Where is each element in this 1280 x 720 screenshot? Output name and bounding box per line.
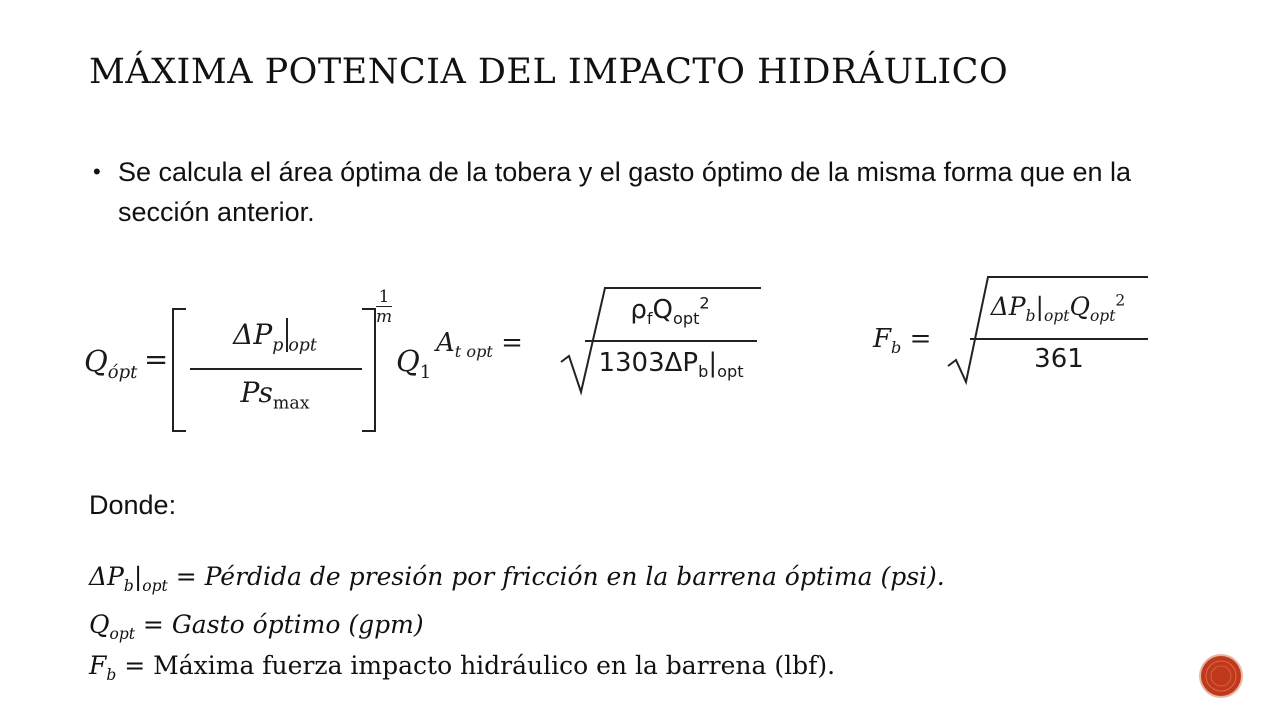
formula1-rhs: $Q_1$	[396, 344, 432, 383]
formula3-numerator: $\Delta P_b|_{opt}Q_{opt}^2$	[990, 291, 1126, 325]
slide-title: MÁXIMA POTENCIA DEL IMPACTO HIDRÁULICO	[89, 52, 1009, 92]
formula2-numerator: $\rho_fQ_{opt}^2$	[630, 293, 710, 329]
formula1-denominator: $Ps_{max}$	[240, 376, 310, 414]
definition-fb: $F_b$ = Máxima fuerza impacto hidráulico en la barrena (lbf).	[89, 651, 836, 684]
formula2-fraction-bar	[585, 340, 757, 342]
formula-fuerza-impacto	[868, 274, 1168, 399]
left-bracket	[172, 308, 186, 432]
bullet-icon: •	[93, 159, 101, 184]
formula3-lhs: $F_b$ =	[873, 324, 932, 358]
bullet-content: Se calcula el área óptima de la tobera y el gasto óptimo de la misma forma que en la sección anterior.	[118, 157, 1132, 227]
formula1-numerator: $\Delta P_p$ $_{opt}$	[233, 318, 317, 356]
formula1-lhs: $Q_{ópt}$	[84, 344, 138, 383]
bullet-text	[93, 152, 1218, 232]
slide-ornament-icon	[1198, 653, 1244, 699]
right-bracket	[362, 308, 376, 432]
formula-area-optima	[430, 280, 770, 405]
formula3-denominator: 361	[1034, 344, 1084, 374]
definition-delta-pb: $\Delta P_b|_{opt}$ = Pérdida de presión por fricción en la barrena óptima (psi).	[89, 562, 945, 595]
formula1-fraction-bar	[190, 368, 362, 370]
definition-q-opt: $Q_{opt}$ = Gasto óptimo (gpm)	[89, 610, 424, 643]
formula2-denominator: $1303\Delta P_b|_{opt}$	[598, 348, 744, 382]
formula-q-optimo	[80, 287, 432, 438]
formula2-lhs: $A_{t opt}$ =	[436, 328, 523, 362]
formula1-equals: =	[144, 342, 169, 376]
formula1-exponent: 1 m	[376, 287, 393, 327]
donde-label: Donde:	[89, 490, 177, 520]
formula3-fraction-bar	[970, 338, 1148, 340]
